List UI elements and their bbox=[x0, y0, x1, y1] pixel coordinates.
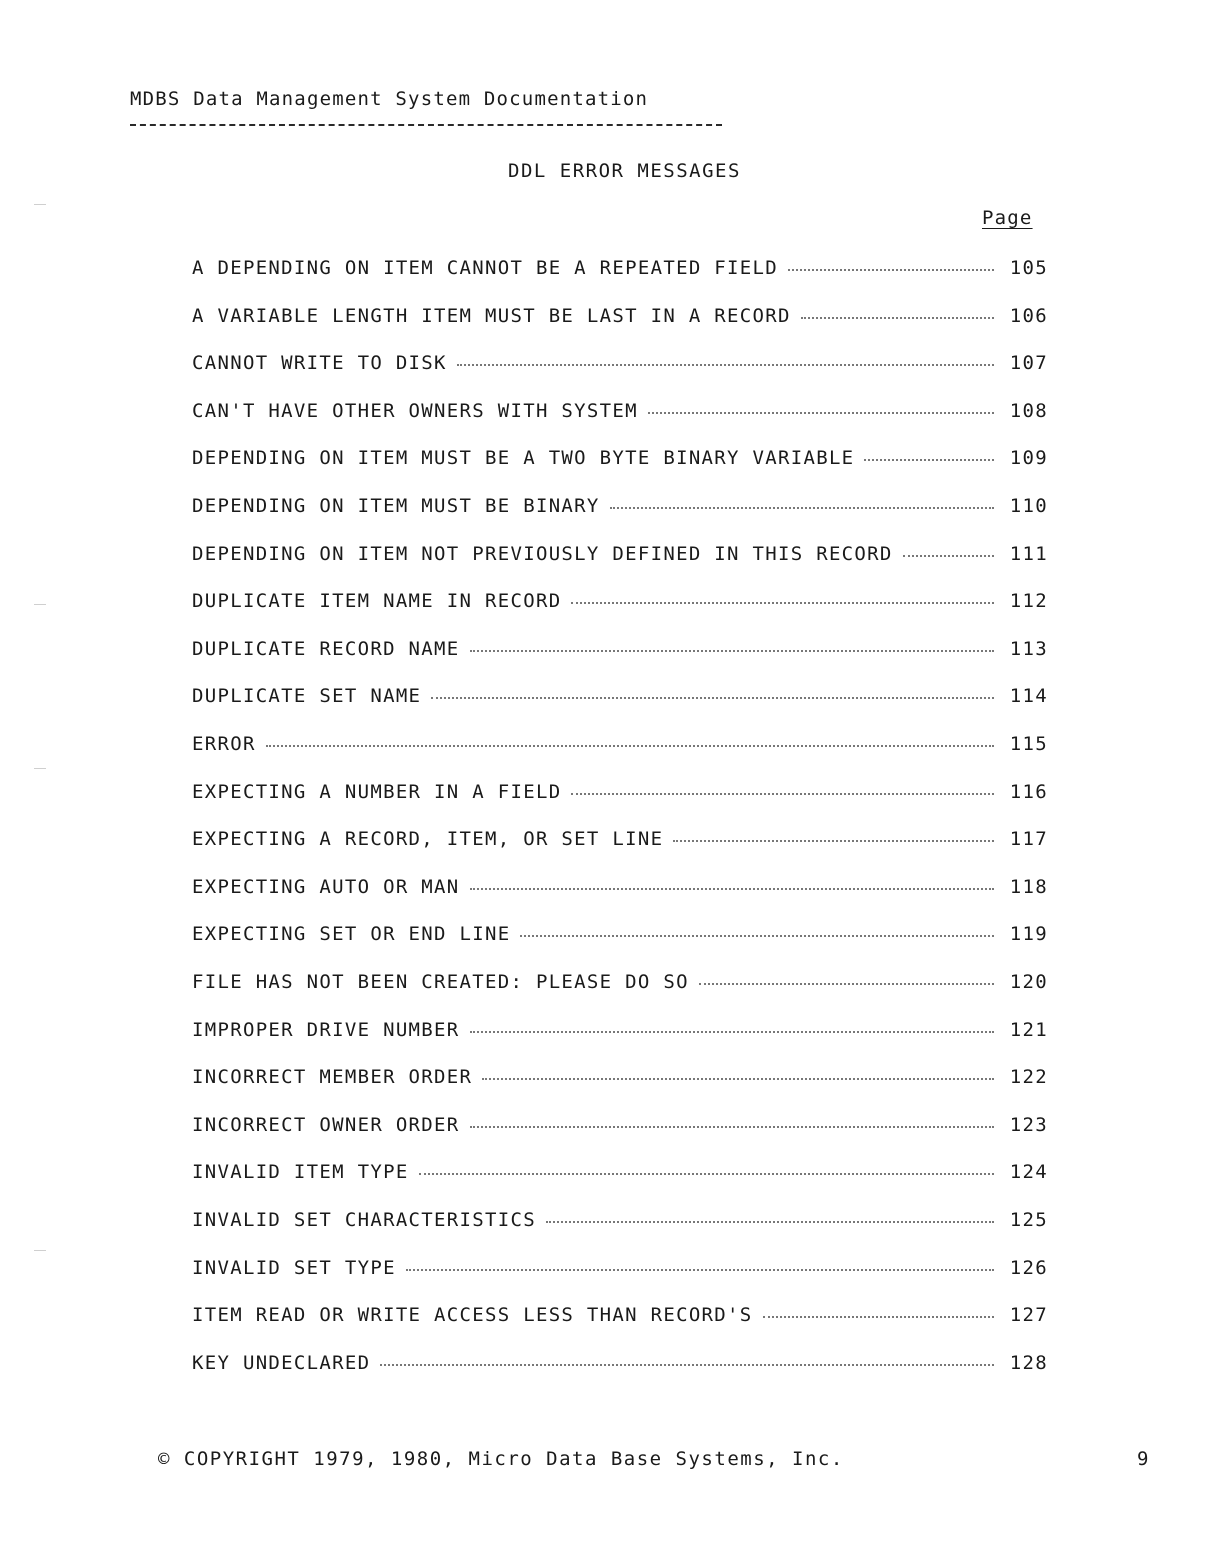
index-entry-label: EXPECTING A RECORD, ITEM, OR SET LINE bbox=[192, 828, 664, 851]
index-entry-page: 116 bbox=[1009, 780, 1048, 803]
index-entry-page: 120 bbox=[1009, 970, 1048, 993]
scan-margin-mark bbox=[34, 768, 46, 769]
index-entry-label: DUPLICATE ITEM NAME IN RECORD bbox=[192, 590, 562, 613]
index-entry-page: 114 bbox=[1009, 685, 1048, 708]
index-entry-label: CAN'T HAVE OTHER OWNERS WITH SYSTEM bbox=[192, 399, 638, 422]
dot-leader bbox=[470, 1013, 994, 1033]
index-entry-label: A VARIABLE LENGTH ITEM MUST BE LAST IN A RECORD bbox=[192, 304, 791, 327]
header-dashed-rule bbox=[130, 124, 722, 126]
index-entry-page: 109 bbox=[1009, 447, 1048, 470]
dot-leader bbox=[406, 1250, 994, 1270]
index-entry-label: IMPROPER DRIVE NUMBER bbox=[192, 1018, 460, 1041]
index-entry-page: 128 bbox=[1009, 1351, 1048, 1374]
index-entry-page: 126 bbox=[1009, 1256, 1048, 1279]
index-entry-row bbox=[192, 1349, 1048, 1397]
index-entry-label: DUPLICATE SET NAME bbox=[192, 685, 422, 708]
dot-leader bbox=[380, 1346, 994, 1366]
index-entry-row bbox=[192, 682, 1048, 730]
index-entry-row bbox=[192, 873, 1048, 921]
index-entry-row bbox=[192, 1301, 1048, 1349]
dot-leader bbox=[571, 584, 994, 604]
index-entry-page: 105 bbox=[1009, 257, 1048, 280]
index-entry-label: CANNOT WRITE TO DISK bbox=[192, 352, 447, 375]
index-entry-row bbox=[192, 1158, 1048, 1206]
dot-leader bbox=[788, 251, 994, 271]
index-entry-row bbox=[192, 825, 1048, 873]
index-entry-page: 117 bbox=[1009, 828, 1048, 851]
index-entry-page: 123 bbox=[1009, 1113, 1048, 1136]
document-header-title: MDBS Data Management System Documentation bbox=[130, 88, 649, 110]
dot-leader bbox=[903, 537, 994, 557]
index-entry-page: 118 bbox=[1009, 875, 1048, 898]
dot-leader bbox=[648, 394, 994, 414]
index-entry-page: 107 bbox=[1009, 352, 1048, 375]
index-entry-label: DEPENDING ON ITEM MUST BE BINARY bbox=[192, 495, 600, 518]
page-column-label: Page bbox=[982, 207, 1033, 229]
index-entry-page: 108 bbox=[1009, 399, 1048, 422]
dot-leader bbox=[546, 1203, 994, 1223]
index-entry-row bbox=[192, 302, 1048, 350]
dot-leader bbox=[470, 1108, 994, 1128]
index-entry-row bbox=[192, 635, 1048, 683]
index-entry-row bbox=[192, 587, 1048, 635]
dot-leader bbox=[571, 775, 994, 795]
index-entry-label: INCORRECT OWNER ORDER bbox=[192, 1113, 460, 1136]
index-entry-label: INVALID ITEM TYPE bbox=[192, 1161, 409, 1184]
dot-leader bbox=[801, 299, 994, 319]
index-entry-page: 122 bbox=[1009, 1066, 1048, 1089]
index-entry-label: INVALID SET CHARACTERISTICS bbox=[192, 1208, 536, 1231]
index-entry-row bbox=[192, 1111, 1048, 1159]
index-entry-page: 113 bbox=[1009, 637, 1048, 660]
dot-leader bbox=[482, 1060, 994, 1080]
index-entry-row bbox=[192, 492, 1048, 540]
dot-leader bbox=[610, 489, 994, 509]
index-entry-page: 112 bbox=[1009, 590, 1048, 613]
footer-copyright: © COPYRIGHT 1979, 1980, Micro Data Base Systems, Inc. bbox=[158, 1448, 844, 1470]
index-entry-page: 106 bbox=[1009, 304, 1048, 327]
scan-margin-mark bbox=[34, 1250, 46, 1251]
index-entry-page: 115 bbox=[1009, 732, 1048, 755]
index-entry-label: ITEM READ OR WRITE ACCESS LESS THAN RECORD'S bbox=[192, 1304, 753, 1327]
dot-leader bbox=[864, 441, 994, 461]
index-entry-label: DEPENDING ON ITEM NOT PREVIOUSLY DEFINED IN THIS RECORD bbox=[192, 542, 893, 565]
index-entry-label: INVALID SET TYPE bbox=[192, 1256, 396, 1279]
index-entry-row bbox=[192, 444, 1048, 492]
section-title: DDL ERROR MESSAGES bbox=[508, 160, 741, 182]
index-entry-label: DUPLICATE RECORD NAME bbox=[192, 637, 460, 660]
dot-leader bbox=[470, 632, 994, 652]
dot-leader bbox=[266, 727, 994, 747]
index-entry-label: DEPENDING ON ITEM MUST BE A TWO BYTE BINARY VARIABLE bbox=[192, 447, 855, 470]
index-entry-page: 125 bbox=[1009, 1208, 1048, 1231]
index-entry-row bbox=[192, 254, 1048, 302]
scan-margin-mark bbox=[34, 604, 46, 605]
index-entry-row bbox=[192, 1206, 1048, 1254]
index-entry-label: EXPECTING SET OR END LINE bbox=[192, 923, 511, 946]
dot-leader bbox=[520, 917, 994, 937]
index-entry-row bbox=[192, 778, 1048, 826]
dot-leader bbox=[419, 1155, 994, 1175]
dot-leader bbox=[431, 679, 994, 699]
index-entry-label: INCORRECT MEMBER ORDER bbox=[192, 1066, 473, 1089]
index-entry-page: 111 bbox=[1009, 542, 1048, 565]
error-message-index bbox=[192, 254, 1048, 1396]
index-entry-label: A DEPENDING ON ITEM CANNOT BE A REPEATED FIELD bbox=[192, 257, 778, 280]
index-entry-label: ERROR bbox=[192, 732, 256, 755]
index-entry-label: KEY UNDECLARED bbox=[192, 1351, 371, 1374]
index-entry-row bbox=[192, 1063, 1048, 1111]
index-entry-label: EXPECTING A NUMBER IN A FIELD bbox=[192, 780, 562, 803]
footer-page-number: 9 bbox=[1137, 1448, 1149, 1470]
index-entry-page: 121 bbox=[1009, 1018, 1048, 1041]
dot-leader bbox=[673, 822, 994, 842]
index-entry-row bbox=[192, 730, 1048, 778]
scan-margin-mark bbox=[34, 204, 46, 205]
index-entry-row bbox=[192, 540, 1048, 588]
index-entry-page: 110 bbox=[1009, 495, 1048, 518]
index-entry-row bbox=[192, 397, 1048, 445]
dot-leader bbox=[470, 870, 994, 890]
index-entry-row bbox=[192, 1253, 1048, 1301]
index-entry-label: EXPECTING AUTO OR MAN bbox=[192, 875, 460, 898]
dot-leader bbox=[763, 1298, 994, 1318]
dot-leader bbox=[457, 346, 994, 366]
index-entry-page: 127 bbox=[1009, 1304, 1048, 1327]
dot-leader bbox=[699, 965, 994, 985]
index-entry-row bbox=[192, 920, 1048, 968]
index-entry-page: 119 bbox=[1009, 923, 1048, 946]
index-entry-row bbox=[192, 1016, 1048, 1064]
index-entry-row bbox=[192, 968, 1048, 1016]
index-entry-page: 124 bbox=[1009, 1161, 1048, 1184]
index-entry-row bbox=[192, 349, 1048, 397]
index-entry-label: FILE HAS NOT BEEN CREATED: PLEASE DO SO bbox=[192, 970, 689, 993]
